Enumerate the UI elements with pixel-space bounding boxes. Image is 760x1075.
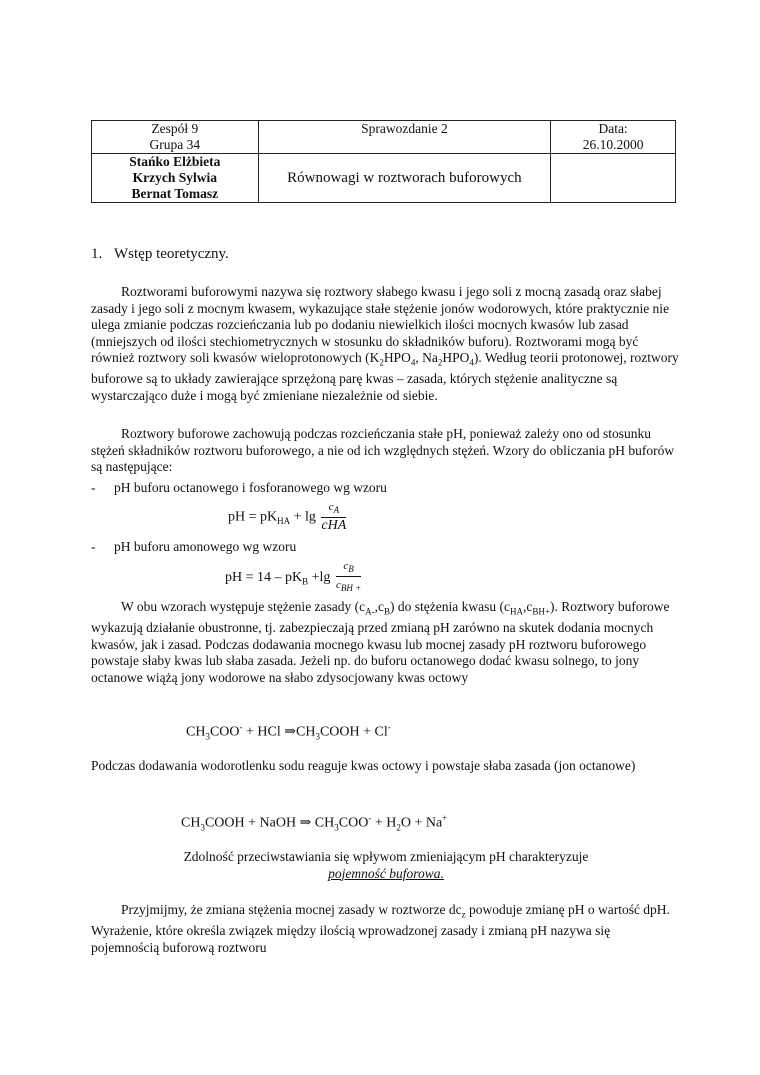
topic-cell xyxy=(258,154,551,203)
formula-acetate: pH = $pK_{HA} + \lg$ $\frac{c_A}{\text{cHA}}$ xyxy=(228,501,347,534)
bullet-1: - pH buforu octanowego i fosforanowego wg wzoru xyxy=(91,480,387,495)
authors-cell xyxy=(92,154,259,203)
topic-title: Równowagi w roztworach buforowych xyxy=(287,169,522,186)
author-1: Stańko Elżbieta xyxy=(129,154,221,169)
reaction-naoh: $CH_3COOH$ + NaOH ⇒ $CH_3COO^- + H_2O + Na^+$ xyxy=(181,813,448,833)
paragraph-2: Roztwory buforowe zachowują podczas rozcieńczania stałe pH, ponieważ zależy ono od stosunku stężeń składników roztworu buforowego, a nie od ich względnych stężeń. Wzory do obliczania pH buforów są następujące: xyxy=(91,426,675,474)
paragraph-5: Zdolność przeciwstawiania się wpływom zmieniającym pH charakteryzuje pojemność buforowa. xyxy=(183,849,589,881)
report-label: Sprawozdanie 2 xyxy=(361,121,448,136)
bullet-dash: - xyxy=(91,539,96,554)
paragraph-6: Przyjmijmy, że zmiana stężenia mocnej zasady w roztworze $dc_z$ powoduje zmianę pH o wartość dpH. Wyrażenie, które określa związek między ilością wprowadzonej zasady i zmianą pH nazywa się pojemnością buforową roztworu xyxy=(91,902,670,955)
paragraph-3: W obu wzorach występuje stężenie zasady $(c_{A-},c_B)$ do stężenia kwasu $(c_{HA},c_{BH+})$. Roztwory buforowe wykazują działanie obustronne, tj. zabezpieczają przed zmianą pH zarówno na skutek dodania mocnych kwasów, jak i zasad. Podczas dodawania mocnego kwasu lub mocnej zasady pH roztworu buforowego powstaje słaby kwas lub słaba zasada. Jeżeli np. do buforu octanowego dodać kwasu solnego, to jony octanowe wiążą jony wodorowe na słabo zdysocjowany kwas octowy xyxy=(91,599,670,685)
report-cell xyxy=(258,121,551,154)
team-label: Zespół 9 xyxy=(151,121,199,136)
empty-cell xyxy=(551,154,676,203)
author-3: Bernat Tomasz xyxy=(131,186,219,201)
formula-ammonia: pH = $14 - pK_B +\lg$ $\frac{c_B}{c_{BH +}}$ xyxy=(225,559,361,596)
paragraph-1: Roztworami buforowymi nazywa się roztwory słabego kwasu i jego soli z mocną zasadą oraz słabej zasady i jego soli z mocnym kwasem, wykazujące stałe stężenie jonów wodorowych, które praktycznie nie ulega zmianie podczas rozcieńczania lub po dodaniu niewielkich ilości mocnych kwasów lub zasad (mniejszych od ilości stechiometrycznych w stosunku do składników buforu). Roztworami mogą być również roztwory soli kwasów wieloprotonowych ($K_2HPO_4$, $Na_2HPO_4$). Według teorii protonowej, roztwory buforowe są to układy zawierające sprzężoną parę kwas – zasada, których stężenie analityczne są wystarczająco duże i mogą być zmieniane niezależnie od siebie. xyxy=(91,284,679,403)
date-cell xyxy=(551,121,676,154)
section-number: 1. xyxy=(91,246,103,262)
bullet-dash: - xyxy=(91,480,96,495)
buffer-capacity-term: pojemność buforowa. xyxy=(328,865,444,881)
group-label: Grupa 34 xyxy=(149,137,201,152)
section-heading xyxy=(91,246,229,263)
fraction-1: $\frac{c_A}{\text{cHA}}$ xyxy=(321,501,347,534)
section-title: Wstęp teoretyczny. xyxy=(114,246,229,262)
bullet-2: - pH buforu amonowego wg wzoru xyxy=(91,539,297,554)
author-2: Krzych Sylwia xyxy=(132,170,217,185)
reaction-hcl: $CH_3COO^-$ + HCl $\Rightarrow CH_3COOH + Cl^-$ xyxy=(186,722,391,742)
team-group-cell xyxy=(92,121,259,154)
date-value: 26.10.2000 xyxy=(582,137,644,152)
paragraph-4: Podczas dodawania wodorotlenku sodu reaguje kwas octowy i powstaje słaba zasada (jon octanowe) xyxy=(91,758,636,773)
date-label: Data: xyxy=(598,121,628,136)
report-header-table xyxy=(91,120,676,203)
fraction-2: $\frac{c_B}{c_{BH +}}$ xyxy=(335,560,362,594)
